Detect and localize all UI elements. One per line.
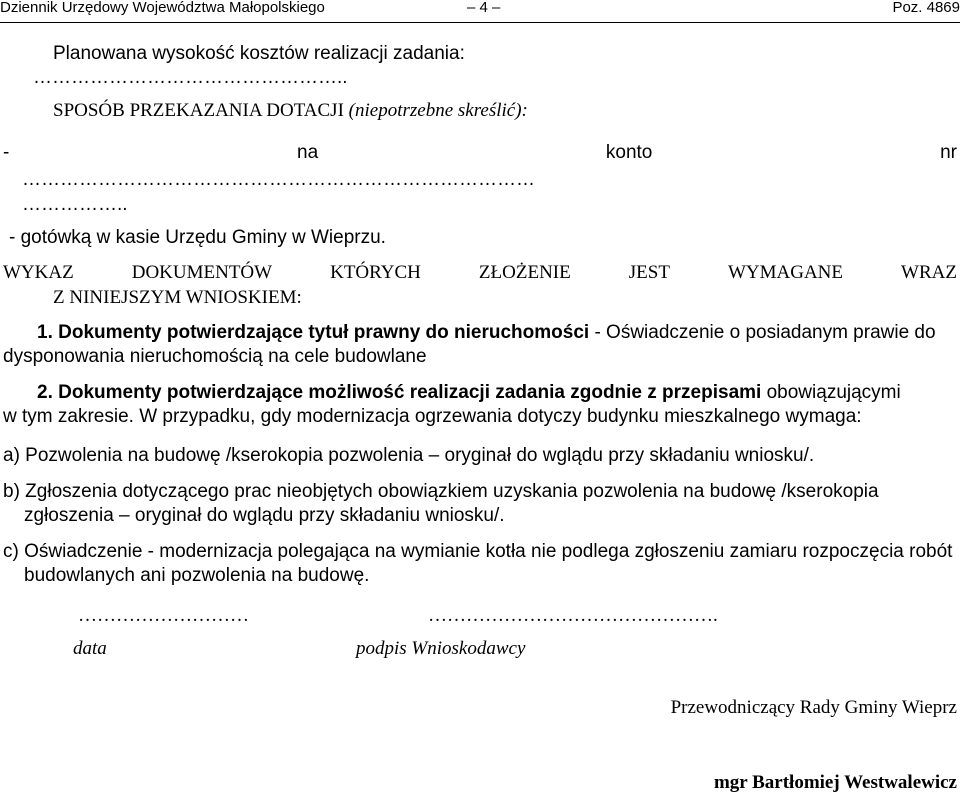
heading-word: ZŁOŻENIE bbox=[478, 262, 571, 283]
item-2-line2 bbox=[3, 407, 862, 426]
heading-word: DOKUMENTÓW bbox=[131, 262, 273, 283]
heading-word: JEST bbox=[628, 262, 670, 283]
account-line bbox=[3, 143, 957, 162]
transfer-note: (niepotrzebne skreślić): bbox=[348, 100, 528, 121]
heading-word: WYMAGANE bbox=[727, 262, 843, 283]
item-2-line1 bbox=[37, 383, 901, 402]
account-word: na bbox=[297, 142, 319, 163]
planned-costs-dots: ………………………………………….. bbox=[33, 67, 348, 88]
account-dots-2: …………….. bbox=[22, 194, 128, 215]
transfer-heading bbox=[53, 101, 528, 120]
date-dots: ……………………… bbox=[78, 605, 249, 626]
item-2-text: obowiązującymi bbox=[761, 382, 901, 403]
council-chair-name: mgr Bartłomiej Westwalewicz bbox=[713, 772, 957, 793]
council-chair-role: Przewodniczący Rady Gminy Wieprz bbox=[670, 697, 957, 718]
position-number: Poz. 4869 bbox=[892, 0, 960, 16]
heading-word: WRAZ bbox=[901, 262, 957, 283]
signature-dots: ………………………………………. bbox=[428, 605, 718, 626]
journal-title: Dziennik Urzędowy Województwa Małopolskiego bbox=[0, 0, 325, 16]
signature-label: podpis Wnioskodawcy bbox=[356, 638, 526, 659]
account-dots-1: ……………………………………………………………………… bbox=[22, 169, 535, 190]
item-1-line1 bbox=[37, 323, 936, 342]
documents-heading-line1 bbox=[3, 263, 957, 282]
item-1-line2: dysponowania nieruchomością na cele budowlane bbox=[3, 346, 427, 367]
item-2-scope: w tym zakresie. bbox=[3, 406, 140, 427]
transfer-title: SPOSÓB PRZEKAZANIA DOTACJI bbox=[53, 100, 344, 121]
planned-costs-label: Planowana wysokość kosztów realizacji zadania: bbox=[53, 43, 465, 64]
sub-item-c-line1: c) Oświadczenie - modernizacja polegająca na wymianie kotła nie podlega zgłoszeniu zamiaru rozpoczęcia robót bbox=[3, 541, 953, 562]
account-word: - bbox=[3, 142, 10, 163]
item-2-condition: W przypadku, gdy modernizacja ogrzewania dotyczy budynku mieszkalnego wymaga: bbox=[139, 406, 862, 427]
item-2-title: 2. Dokumenty potwierdzające możliwość realizacji zadania zgodnie z przepisami bbox=[37, 382, 762, 403]
heading-word: WYKAZ bbox=[3, 262, 74, 283]
sub-item-b-line1: b) Zgłoszenia dotyczącego prac nieobjętych obowiązkiem uzyskania pozwolenia na budowę /kserokopia bbox=[3, 481, 879, 502]
item-1-title: 1. Dokumenty potwierdzające tytuł prawny do nieruchomości bbox=[37, 322, 590, 343]
account-word: nr bbox=[940, 142, 957, 163]
date-label: data bbox=[73, 638, 107, 659]
page-header bbox=[0, 0, 960, 23]
sub-item-a: a) Pozwolenia na budowę /kserokopia pozwolenia – oryginał do wglądu przy składaniu wniosku/. bbox=[3, 445, 815, 466]
cash-option: - gotówką w kasie Urzędu Gminy w Wieprzu. bbox=[9, 227, 386, 248]
heading-word: KTÓRYCH bbox=[330, 262, 421, 283]
item-1-text: - Oświadczenie o posiadanym prawie do bbox=[589, 322, 936, 343]
sub-item-c-line2: budowlanych ani pozwolenia na budowę. bbox=[24, 565, 370, 586]
sub-item-b-line2: zgłoszenia – oryginał do wglądu przy składaniu wniosku/. bbox=[24, 505, 505, 526]
page-number: – 4 – bbox=[467, 0, 501, 16]
documents-heading-line2: Z NINIEJSZYM WNIOSKIEM: bbox=[53, 287, 302, 308]
account-word: konto bbox=[605, 142, 653, 163]
